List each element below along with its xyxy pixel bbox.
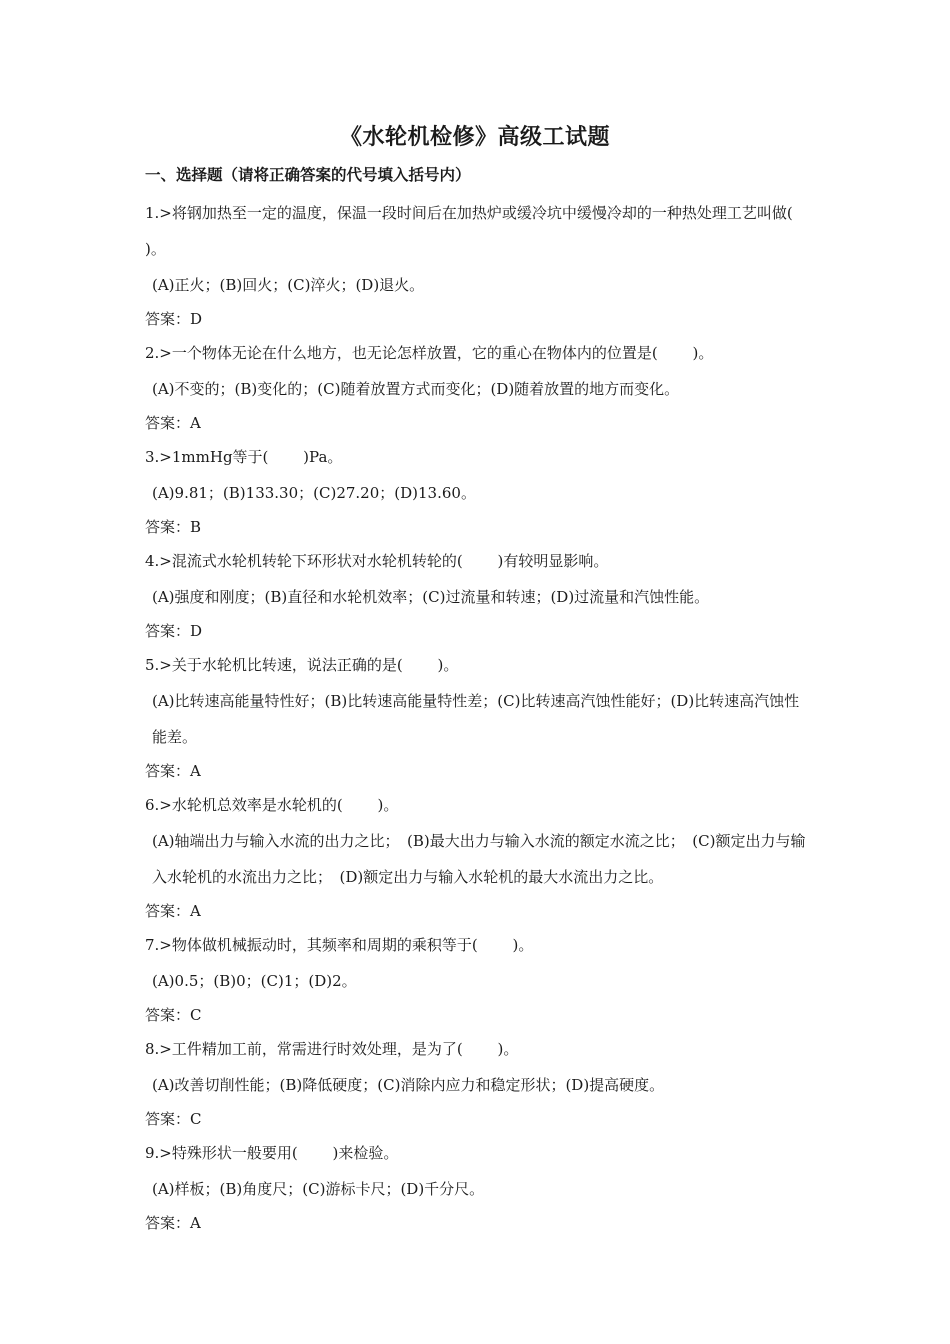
section-heading: 一、选择题（请将正确答案的代号填入括号内） bbox=[145, 165, 471, 184]
question-options: (A)样板；(B)角度尺；(C)游标卡尺；(D)千分尺。 bbox=[152, 1180, 485, 1198]
question-answer: 答案：A bbox=[145, 902, 201, 920]
question-answer: 答案：A bbox=[145, 762, 201, 780]
question-item bbox=[145, 335, 810, 439]
question-stem: 9.>特殊形状一般要用( )来检验。 bbox=[145, 1144, 399, 1162]
question-answer: 答案：A bbox=[145, 414, 201, 432]
question-answer: 答案：C bbox=[145, 1006, 202, 1024]
question-stem: 2.>一个物体无论在什么地方，也无论怎样放置，它的重心在物体内的位置是( )。 bbox=[145, 344, 714, 362]
question-item bbox=[145, 787, 810, 927]
document-title: 《水轮机检修》高级工试题 bbox=[339, 124, 610, 150]
question-stem: 6.>水轮机总效率是水轮机的( )。 bbox=[145, 796, 399, 814]
question-options: (A)改善切削性能；(B)降低硬度；(C)消除内应力和稳定形状；(D)提高硬度。 bbox=[152, 1076, 665, 1094]
question-answer: 答案：B bbox=[145, 518, 202, 536]
question-item bbox=[145, 195, 828, 335]
question-item bbox=[145, 647, 810, 787]
question-answer: 答案：D bbox=[145, 622, 203, 640]
question-item bbox=[145, 543, 810, 647]
question-item bbox=[145, 439, 810, 543]
question-stem: 5.>关于水轮机比转速，说法正确的是( )。 bbox=[145, 656, 459, 674]
question-options: (A)9.81；(B)133.30；(C)27.20；(D)13.60。 bbox=[152, 484, 476, 502]
question-options: (A)不变的；(B)变化的；(C)随着放置方式而变化；(D)随着放置的地方而变化。 bbox=[152, 380, 680, 398]
question-answer: 答案：D bbox=[145, 310, 203, 328]
question-options: (A)正火；(B)回火；(C)淬火；(D)退火。 bbox=[152, 276, 425, 294]
question-stem: 1.>将钢加热至一定的温度，保温一段时间后在加热炉或缓冷坑中缓慢冷却的一种热处理工艺叫做( )。 bbox=[145, 204, 828, 258]
question-stem: 7.>物体做机械振动时，其频率和周期的乘积等于( )。 bbox=[145, 936, 534, 954]
question-item bbox=[145, 927, 810, 1031]
question-stem: 3.>1mmHg等于( )Pa。 bbox=[145, 448, 343, 466]
question-options: (A)强度和刚度；(B)直径和水轮机效率；(C)过流量和转速；(D)过流量和汽蚀性能。 bbox=[152, 588, 710, 606]
question-answer: 答案：C bbox=[145, 1110, 202, 1128]
question-options: (A)0.5；(B)0；(C)1；(D)2。 bbox=[152, 972, 357, 990]
question-stem: 8.>工件精加工前，常需进行时效处理，是为了( )。 bbox=[145, 1040, 519, 1058]
question-stem: 4.>混流式水轮机转轮下环形状对水轮机转轮的( )有较明显影响。 bbox=[145, 552, 609, 570]
question-item bbox=[145, 1135, 810, 1239]
question-options: (A)轴端出力与输入水流的出力之比； (B)最大出力与输入水流的额定水流之比； (C)额定出力与输入水轮机的水流出力之比； (D)额定出力与输入水轮机的最大水流出力之比。 bbox=[152, 832, 806, 886]
question-options: (A)比转速高能量特性好；(B)比转速高能量特性差；(C)比转速高汽蚀性能好；(D)比转速高汽蚀性能差。 bbox=[152, 692, 800, 746]
question-list bbox=[145, 195, 828, 1239]
question-answer: 答案：A bbox=[145, 1214, 201, 1232]
question-item bbox=[145, 1031, 810, 1135]
